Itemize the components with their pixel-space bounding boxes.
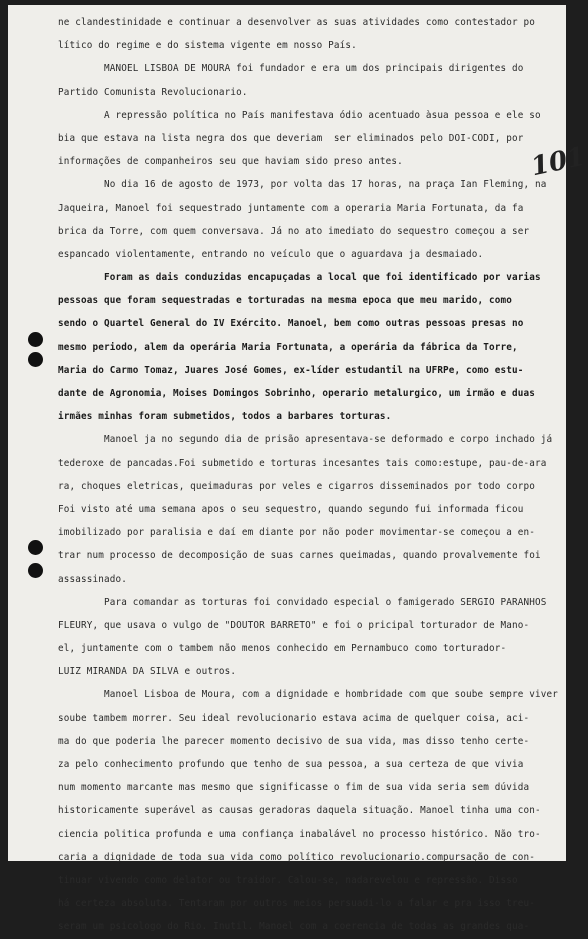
text-line: Manoel ja no segundo dia de prisão apresentava-se deformado e corpo inchado já	[58, 434, 553, 446]
text-line: Foram as dais conduzidas encapuçadas a local que foi identificado por varias	[58, 272, 541, 284]
document-page	[8, 5, 588, 933]
text-line: za pelo conhecimento profundo que tenho de sua pessoa, a sua certeza de que vivia	[58, 759, 524, 770]
text-line: el, juntamente com o tambem não menos conhecido em Pernambuco como torturador-	[58, 643, 507, 655]
text-line: Foi visto até uma semana apos o seu sequestro, quando segundo fui informada ficou	[58, 503, 524, 515]
text-line: sendo o Quartel General do IV Exército. Manoel, bem como outras pessoas presas no	[58, 318, 524, 330]
text-line: Partido Comunista Revolucionario.	[58, 86, 248, 98]
text-line: ra, choques eletricas, queimaduras por veles e cigarros disseminados por todo corpo	[58, 480, 536, 492]
text-line: LUIZ MIRANDA DA SILVA e outros.	[58, 666, 237, 678]
text-line: irmães minhas foram submetidos, todos a barbares torturas.	[58, 411, 392, 423]
text-line: caria a dignidade de toda sua vida como político revolucionario.compursação de con-	[58, 851, 536, 863]
text-line: lítico do regime e do sistema vigente em nosso País.	[58, 40, 357, 52]
text-line: ciencia politica profunda e uma confiança inabalável no processo histórico. Não tro-	[58, 828, 541, 840]
text-line: A repressão política no País manifestava ódio acentuado àsua pessoa e ele so	[58, 109, 541, 121]
text-line: soube tambem morrer. Seu ideal revolucionario estava acima de quelquer coisa, aci-	[58, 712, 530, 724]
page-number: 101	[528, 141, 588, 183]
text-line: tinuar vivendo como delator ou traidor. Calou-se, nadarevelou e repressão. Disso	[58, 874, 518, 886]
text-line: brica da Torre, com quem conversava. Já no ato imediato do sequestro começou a ser	[58, 225, 530, 237]
text-line: MANOEL LISBOA DE MOURA foi fundador e era um dos principais dirigentes do	[58, 63, 524, 75]
text-line: trar num processo de decomposição de suas carnes queimadas, quando provalvemente foi	[58, 550, 541, 562]
text-line: historicamente superável as causas geradoras daquela situação. Manoel tinha uma con-	[58, 805, 541, 817]
text-line: ne clandestinidade e continuar a desenvolver as suas atividades como contestador po	[58, 17, 536, 28]
text-line: assassinado.	[58, 573, 127, 585]
text-line: bia que estava na lista negra dos que deveriam ser eliminados pelo DOI-CODI, por	[58, 132, 524, 144]
text-line: No dia 16 de agosto de 1973, por volta das 17 horas, na praça Ian Fleming, na	[58, 179, 547, 191]
text-line: mesmo periodo, alem da operária Maria Fortunata, a operária da fábrica da Torre,	[58, 341, 518, 353]
text-line: Jaqueira, Manoel foi sequestrado juntamente com a operaria Maria Fortunata, da fa	[58, 202, 524, 214]
punch-hole	[28, 332, 43, 347]
text-line: Para comandar as torturas foi convidado especial o famigerado SERGIO PARANHOS	[58, 596, 547, 608]
body-text	[58, 11, 562, 939]
text-line: imobilizado por paralisia e daí em diante por não poder movimentar-se começou a en-	[58, 527, 536, 539]
text-line: FLEURY, que usava o vulgo de "DOUTOR BARRETO" e foi o pricipal torturador de Mano-	[58, 619, 530, 631]
text-line: num momento marcante mas mesmo que significasse o fim de sua vida seria sem dúvida	[58, 782, 530, 794]
punch-hole	[28, 563, 43, 578]
text-line: informações de companheiros seu que haviam sido preso antes.	[58, 156, 403, 168]
text-line: tederoxe de pancadas.Foi submetido e torturas incesantes tais como:estupe, pau-de-ara	[58, 457, 547, 469]
text-line: ma do que poderia lhe parecer momento decisivo de sua vida, mas disso tenho certe-	[58, 735, 530, 747]
punch-hole	[28, 352, 43, 367]
text-line: seram um psicologo do Rio. Inutil. Manoel com a coerencia de todas as grandes qua-	[58, 921, 530, 933]
text-line: Manoel Lisboa de Moura, com a dignidade e hombridade com que soube sempre viver	[58, 689, 559, 701]
text-line: pessoas que foram sequestradas e torturadas na mesma epoca que meu marido, como	[58, 295, 513, 307]
text-line: dante de Agronomia, Moises Domingos Sobrinho, operario metalurgico, um irmão e duas	[58, 388, 536, 399]
text-line: há certeza absoluta. Tentaram por outros meios persuadi-lo a falar e pra isso treu-	[58, 898, 536, 910]
text-line: espancado violentamente, entrando no veículo que o aguardava ja desmaiado.	[58, 248, 484, 260]
text-line: Maria do Carmo Tomaz, Juares José Gomes, ex-líder estudantil na UFRPe, como estu-	[58, 364, 524, 376]
punch-hole	[28, 540, 43, 555]
